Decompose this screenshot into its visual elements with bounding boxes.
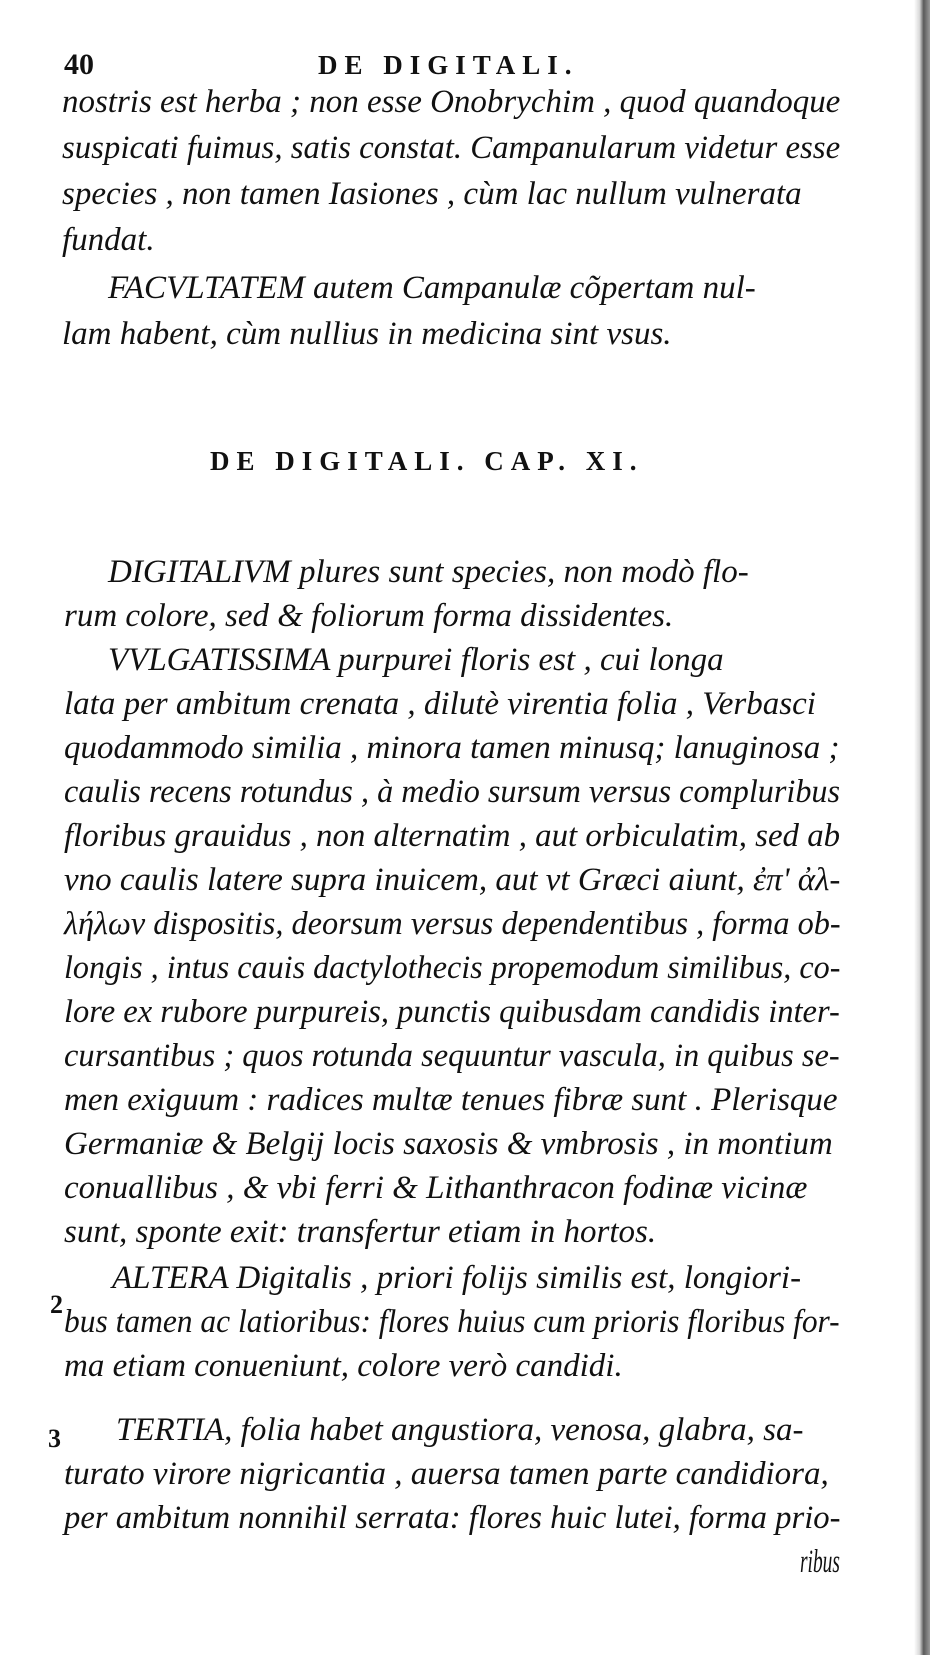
text-line: lam habent, cùm nullius in medicina sint vsus. bbox=[62, 316, 672, 352]
running-title: DE DIGITALI. bbox=[318, 50, 579, 80]
text-line: species , non tamen Iasiones , cùm lac nullum vulnerata bbox=[62, 176, 802, 212]
text-line: ALTERA Digitalis , priori folijs similis est, longiori- bbox=[112, 1260, 802, 1296]
text-line: floribus grauidus , non alternatim , aut orbiculatim, sed ab bbox=[64, 818, 841, 854]
text-line: conuallibus , & vbi ferri & Lithanthracon fodinæ vicinæ bbox=[64, 1170, 808, 1206]
text-line: FACVLTATEM autem Campanulæ cõpertam nul- bbox=[108, 270, 756, 306]
text-line: per ambitum nonnihil serrata: flores huic lutei, forma prio- bbox=[64, 1500, 841, 1536]
text-line: rum colore, sed & foliorum forma dissidentes. bbox=[64, 598, 674, 634]
text-line: caulis recens rotundus , à medio sursum versus compluribus bbox=[64, 774, 841, 810]
margin-number: 3 bbox=[48, 1424, 61, 1453]
text-line: turato virore nigricantia , auersa tamen parte candidiora, bbox=[64, 1456, 829, 1492]
text-line: nostris est herba ; non esse Onobrychim , quod quandoque bbox=[62, 84, 841, 120]
text-line: λήλων dispositis, deorsum versus dependentibus , forma ob- bbox=[64, 906, 841, 942]
text-line: lore ex rubore purpureis, punctis quibusdam candidis inter- bbox=[64, 994, 840, 1030]
page-number: 40 bbox=[64, 48, 94, 81]
text-line: VVLGATISSIMA purpurei floris est , cui longa bbox=[108, 642, 724, 678]
text-line: men exiguum : radices multæ tenues fibræ sunt . Plerisque bbox=[64, 1082, 838, 1118]
margin-number: 2 bbox=[50, 1290, 63, 1319]
page-edge-shadow bbox=[914, 0, 930, 1655]
text-line: DIGITALIVM plures sunt species, non modò flo- bbox=[108, 554, 749, 590]
text-line: lata per ambitum crenata , dilutè virentia folia , Verbasci bbox=[64, 686, 816, 722]
catchword: ribus bbox=[800, 1544, 840, 1580]
text-line: fundat. bbox=[62, 222, 155, 258]
text-line: vno caulis latere supra inuicem, aut vt Græci aiunt, ἐπ' ἀλ- bbox=[64, 862, 841, 898]
text-line: cursantibus ; quos rotunda sequuntur vascula, in quibus se- bbox=[64, 1038, 840, 1074]
text-line: quodammodo similia , minora tamen minusq; lanuginosa ; bbox=[64, 730, 840, 766]
text-line: bus tamen ac latioribus: flores huius cum prioris floribus for- bbox=[64, 1304, 840, 1340]
text-line: sunt, sponte exit: transfertur etiam in hortos. bbox=[64, 1214, 657, 1250]
text-line: longis , intus cauis dactylothecis propemodum similibus, co- bbox=[64, 950, 841, 986]
text-line: ma etiam conueniunt, colore verò candidi. bbox=[64, 1348, 623, 1384]
text-line: TERTIA, folia habet angustiora, venosa, glabra, sa- bbox=[116, 1412, 804, 1448]
text-line: suspicati fuimus, satis constat. Campanularum videtur esse bbox=[62, 130, 841, 166]
text-line: Germaniæ & Belgij locis saxosis & vmbrosis , in montium bbox=[64, 1126, 833, 1162]
chapter-heading: DE DIGITALI. CAP. XI. bbox=[210, 446, 644, 476]
